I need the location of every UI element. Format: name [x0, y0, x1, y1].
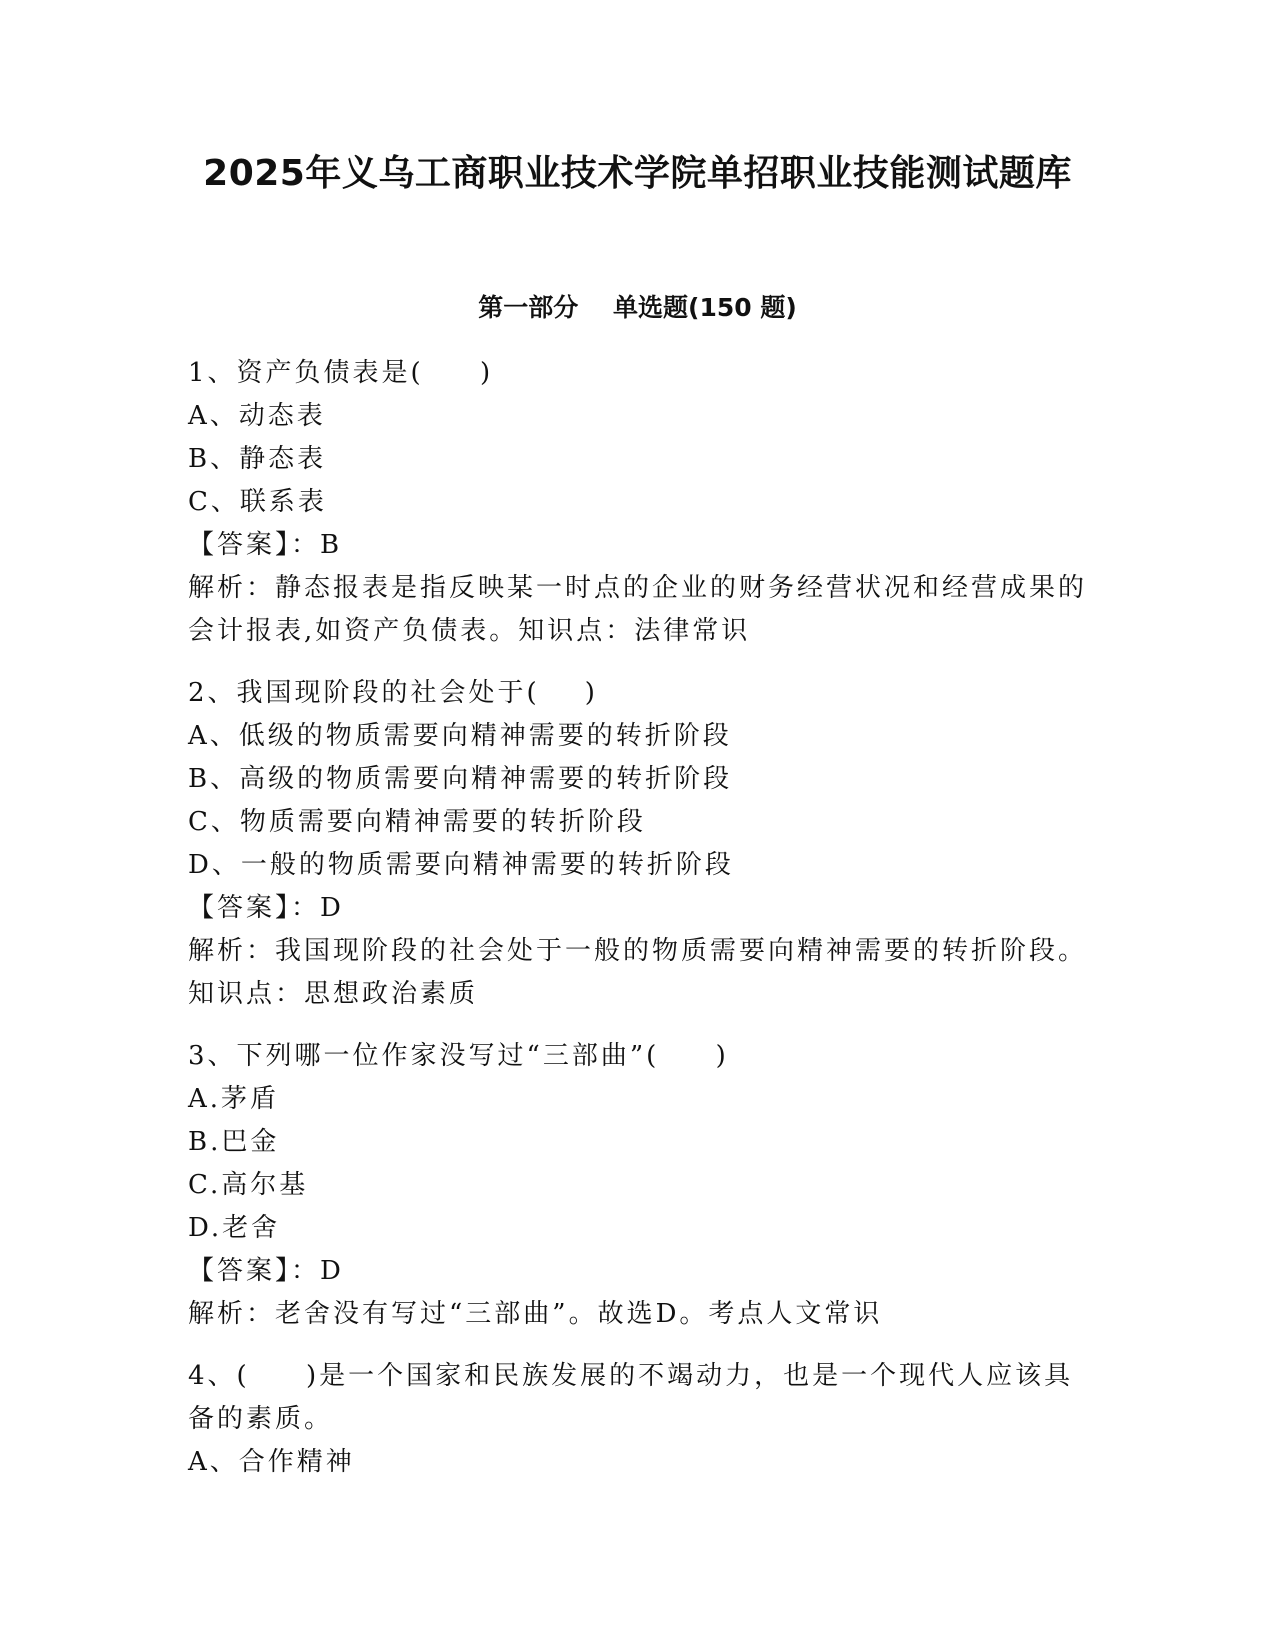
- option-b: B.巴金: [188, 1127, 280, 1157]
- section-title: 第一部分 单选题(150 题): [478, 293, 797, 322]
- option-c: C、物质需要向精神需要的转折阶段: [188, 807, 646, 837]
- option-d: D、一般的物质需要向精神需要的转折阶段: [188, 850, 734, 880]
- option-a: A.茅盾: [188, 1084, 280, 1114]
- answer: 【答案】：D: [188, 893, 344, 923]
- option-c: C、联系表: [188, 487, 327, 517]
- option-a: A、低级的物质需要向精神需要的转折阶段: [188, 721, 732, 751]
- option-d: D.老舍: [188, 1213, 281, 1243]
- answer: 【答案】：B: [188, 530, 343, 560]
- question-stem: 2、我国现阶段的社会处于( ): [188, 678, 598, 708]
- explanation: 解析：静态报表是指反映某一时点的企业的财务经营状况和经营成果的会计报表,如资产负债表。知识点：法律常识: [188, 573, 1088, 646]
- explanation: 解析：我国现阶段的社会处于一般的物质需要向精神需要的转折阶段。知识点：思想政治素质: [188, 936, 1088, 1009]
- option-c: C.高尔基: [188, 1170, 309, 1200]
- question-stem: 4、( )是一个国家和民族发展的不竭动力，也是一个现代人应该具备的素质。: [188, 1361, 1074, 1434]
- option-b: B、静态表: [188, 444, 327, 474]
- question-stem: 1、资产负债表是( ): [188, 358, 494, 388]
- question-item: [188, 352, 1088, 653]
- question-item: [188, 1035, 1088, 1336]
- explanation: 解析：老舍没有写过“三部曲”。故选D。考点人文常识: [188, 1299, 883, 1329]
- option-a: A、合作精神: [188, 1447, 355, 1477]
- question-item: [188, 672, 1088, 1016]
- option-a: A、动态表: [188, 401, 326, 431]
- answer: 【答案】：D: [188, 1256, 344, 1286]
- question-stem: 3、下列哪一位作家没写过“三部曲”( ): [188, 1041, 729, 1071]
- question-list: [188, 352, 1088, 1503]
- document-title: 2025年义乌工商职业技术学院单招职业技能测试题库: [203, 153, 1072, 194]
- question-item: [188, 1355, 1088, 1484]
- option-b: B、高级的物质需要向精神需要的转折阶段: [188, 764, 733, 794]
